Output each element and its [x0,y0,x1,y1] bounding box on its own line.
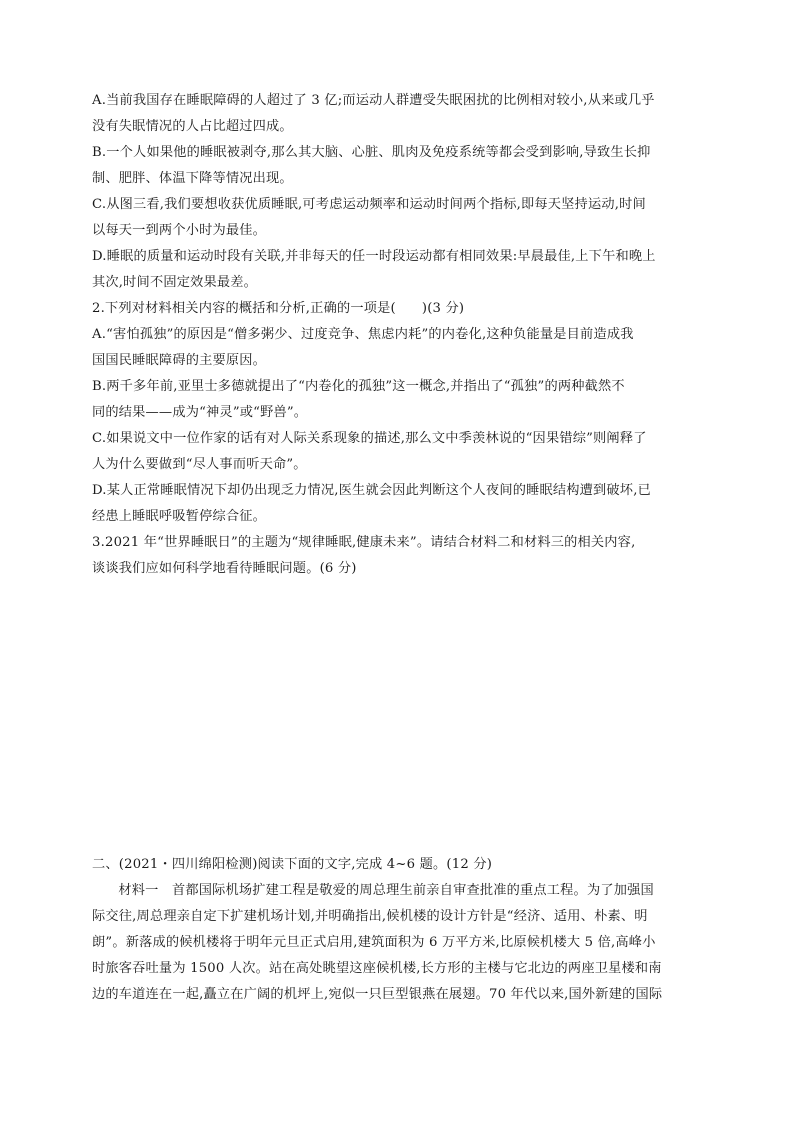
text-line: 制、肥胖、体温下降等情况出现。 [92,171,293,186]
text-line: 国国民睡眠障碍的主要原因。 [92,353,267,368]
q2-stem-points: )(3 分) [421,301,465,316]
q1-option-a [92,88,710,140]
text-line: 际交往,周总理亲自定下扩建机场计划,并明确指出,候机楼的设计方针是“经济、适用、朴素、明 [92,909,648,924]
q2-option-b [92,374,710,426]
text-line: 边的车道连在一起,矗立在广阔的机坪上,宛似一只巨型银燕在展翅。70 年代以来,国外新建的国际 [92,987,663,1002]
q1-option-b [92,140,710,192]
q2-stem [92,296,710,322]
text-line: 3.2021 年“世界睡眠日”的主题为“规律睡眠,健康未来”。请结合材料二和材料三的相关内容, [92,535,636,550]
text-line: B.两千多年前,亚里士多德就提出了“内卷化的孤独”这一概念,并指出了“孤独”的两种截然不 [92,379,625,394]
text-line: C.如果说文中一位作家的话有对人际关系现象的描述,那么文中季羡林说的“因果错综”则阐释了 [92,431,647,446]
text-line: 经患上睡眠呼吸暂停综合征。 [92,509,267,524]
q2-option-a [92,322,710,374]
text-line: 朗”。新落成的候机楼将于明年元旦正式启用,建筑面积为 6 万平方米,比原候机楼大 5 倍,高峰小 [92,935,656,950]
text-line: 材料一 首都国际机场扩建工程是敬爱的周总理生前亲自审查批准的重点工程。为了加强国 [118,883,654,898]
questions-section [92,88,710,582]
q2-stem-line [92,296,710,322]
q2-stem-text: 2.下列对材料相关内容的概括和分析,正确的一项是( [92,301,396,316]
q1-option-d [92,244,710,296]
q2-option-c [92,426,710,478]
text-line: D.某人正常睡眠情况下却仍出现乏力情况,医生就会因此判断这个人夜间的睡眠结构遭到破坏,已 [92,483,651,498]
text-line: B.一个人如果他的睡眠被剥夺,那么其大脑、心脏、肌肉及免疫系统等都会受到影响,导致生长抑 [92,145,651,160]
text-line: 以每天一到两个小时为最佳。 [92,223,267,238]
q3-stem [92,530,710,582]
q1-option-c [92,192,710,244]
text-line: 人为什么要做到“尽人事而听天命”。 [92,457,307,472]
q2-option-d [92,478,710,530]
text-line: 谈谈我们应如何科学地看待睡眠问题。(6 分) [92,561,357,576]
section-heading: 二、(2021・四川绵阳检测)阅读下面的文字,完成 4~6 题。(12 分) [92,857,493,872]
text-line: A.“害怕孤独”的原因是“僧多粥少、过度竞争、焦虑内耗”的内卷化,这种负能量是目前造成我 [92,327,634,342]
text-line: 没有失眠情况的人占比超过四成。 [92,119,293,134]
text-line: D.睡眠的质量和运动时段有关联,并非每天的任一时段运动都有相同效果:早晨最佳,上下午和晚上 [92,249,656,264]
text-line: 其次,时间不固定效果最差。 [92,275,258,290]
text-line: 同的结果——成为“神灵”或“野兽”。 [92,405,308,420]
text-line: A.当前我国存在睡眠障碍的人超过了 3 亿;而运动人群遭受失眠困扰的比例相对较小,从来或几乎 [92,93,655,108]
section-two-heading [92,852,710,878]
text-line: 时旅客吞吐量为 1500 人次。站在高处眺望这座候机楼,长方形的主楼与它北边的两座卫星楼和南 [92,961,662,976]
material-one-paragraph [92,878,710,1008]
text-line: C.从图三看,我们要想收获优质睡眠,可考虑运动频率和运动时间两个指标,即每天坚持运动,时间 [92,197,646,212]
